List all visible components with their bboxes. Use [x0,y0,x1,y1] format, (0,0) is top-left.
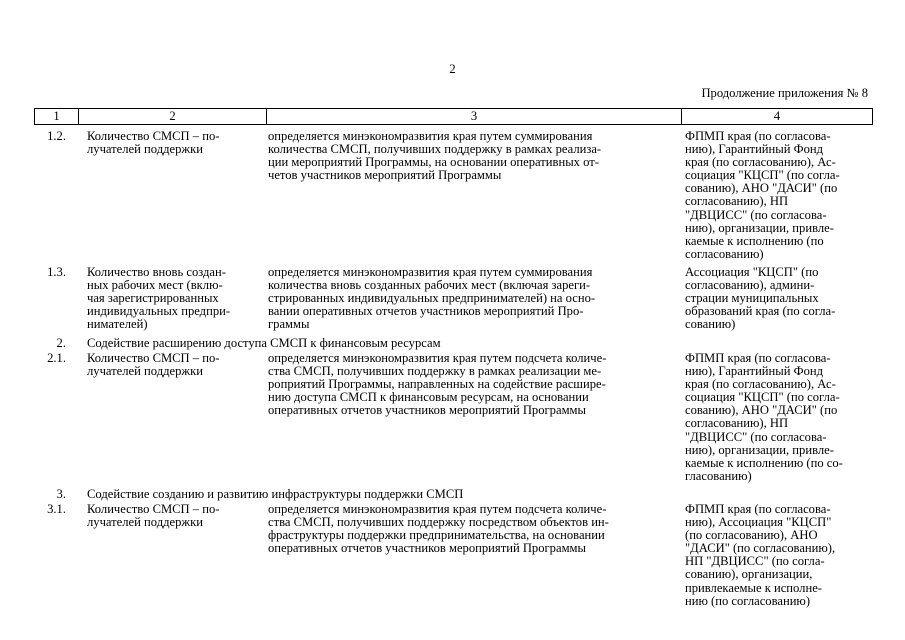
responsible-cell [685,130,867,261]
header-col-3: 3 [267,109,682,125]
text-line: Количество СМСП – по- [87,502,220,516]
text-line: нию доступа СМСП к финансовым ресурсам, на основании [268,390,589,405]
responsible-cell [685,352,867,483]
table-header [34,108,873,125]
text-line: согласованию), админи- [685,278,815,293]
text-line: нию), Гарантийный Фонд [685,142,824,157]
text-line: сованию), АНО "ДАСИ" (по [685,403,838,418]
responsible-cell [685,266,867,331]
indicator-cell [87,352,265,378]
appendix-note: Продолжение приложения № 8 [701,86,868,100]
text-line: (по согласованию), АНО [685,528,818,543]
text-line: лучателей поддержки [87,515,203,530]
text-line: нимателей) [87,317,148,332]
text-line: "ДАСИ" (по согласованию), [685,541,836,556]
method-cell [268,266,676,331]
text-line: ства СМСП, получивших поддержку посредством объектов ин- [268,515,609,530]
text-line: оперативных отчетов участников мероприятий Программы [268,403,586,418]
text-line: индивидуальных предпри- [87,304,231,319]
text-line: фраструктуры поддержки предпринимательства, на основании [268,528,605,543]
header-col-2: 2 [79,109,267,125]
indicator-cell [87,266,265,331]
text-line: сованию), организации, [685,567,813,582]
method-cell [268,352,676,417]
section-title: Содействие расширению доступа СМСП к финансовым ресурсам [87,336,441,350]
row-number: 3.1. [47,502,66,516]
text-line: каемые к исполнению (по со- [685,455,843,470]
text-line: ства СМСП, получивших поддержку в рамках реализации ме- [268,364,602,379]
row-number: 1.3. [47,265,66,279]
text-line: сованию) [685,317,736,332]
section-title: Содействие созданию и развитию инфраструктуры поддержки СМСП [87,487,464,501]
text-line: согласованию) [685,246,764,261]
text-line: определяется минэкономразвития края путем подсчета количе- [268,351,607,365]
text-line: нию), организации, привле- [685,220,834,235]
text-line: вании оперативных отчетов участников мероприятий Про- [268,304,584,319]
text-line: Количество СМСП – по- [87,129,220,143]
text-line: сованию), АНО "ДАСИ" (по [685,181,838,196]
page-number: 2 [449,62,456,76]
method-cell [268,503,676,555]
text-line: чая зарегистрированных [87,291,219,306]
text-line: определяется минэкономразвития края путем суммирования [268,265,593,279]
text-line: ФПМП края (по согласова- [685,502,831,516]
text-line: страции муниципальных [685,291,819,306]
text-line: нию (по согласованию) [685,593,811,608]
text-line: нию), Гарантийный Фонд [685,364,824,379]
indicator-cell [87,130,265,156]
text-line: гласованию) [685,468,752,483]
text-line: лучателей поддержки [87,364,203,379]
text-line: привлекаемые к исполне- [685,580,822,595]
text-line: оперативных отчетов участников мероприятий Программы [268,541,586,556]
text-line: образований края (по согла- [685,304,836,319]
text-line: нию), организации, привле- [685,442,834,457]
text-line: стрированных индивидуальных предпринимателей) на осно- [268,291,596,306]
indicator-cell [87,503,265,529]
text-line: края (по согласованию), Ас- [685,377,836,392]
section-number: 3. [56,487,66,501]
text-line: определяется минэкономразвития края путем суммирования [268,129,593,143]
text-line: социация "КЦСП" (по согла- [685,390,840,405]
text-line: "ДВЦИСС" (по согласова- [685,207,827,222]
text-line: нию), Ассоциация "КЦСП" [685,515,832,530]
text-line: Ассоциация "КЦСП" (по [685,265,819,279]
text-line: ФПМП края (по согласова- [685,129,831,143]
text-line: края (по согласованию), Ас- [685,155,836,170]
text-line: количества СМСП, получивших поддержку в рамках реализа- [268,142,602,157]
row-number: 2.1. [47,351,66,365]
text-line: НП "ДВЦИСС" (по согла- [685,554,825,569]
text-line: согласованию), НП [685,194,789,209]
text-line: каемые к исполнению (по [685,233,824,248]
text-line: "ДВЦИСС" (по согласова- [685,429,827,444]
header-col-4: 4 [682,109,873,125]
text-line: определяется минэкономразвития края путем подсчета количе- [268,502,607,516]
text-line: Количество вновь создан- [87,265,226,279]
text-line: количества вновь созданных рабочих мест (включая зареги- [268,278,591,293]
text-line: лучателей поддержки [87,142,203,157]
header-col-1: 1 [35,109,79,125]
row-number: 1.2. [47,129,66,143]
text-line: ции мероприятий Программы, на основании оперативных от- [268,155,599,170]
text-line: ФПМП края (по согласова- [685,351,831,365]
text-line: граммы [268,317,310,332]
text-line: роприятий Программы, направленных на содействие расшире- [268,377,606,392]
text-line: согласованию), НП [685,416,789,431]
responsible-cell [685,503,867,608]
section-number: 2. [56,336,66,350]
text-line: ных рабочих мест (вклю- [87,278,223,293]
text-line: четов участников мероприятий Программы [268,168,502,183]
text-line: социация "КЦСП" (по согла- [685,168,840,183]
text-line: Количество СМСП – по- [87,351,220,365]
method-cell [268,130,676,182]
